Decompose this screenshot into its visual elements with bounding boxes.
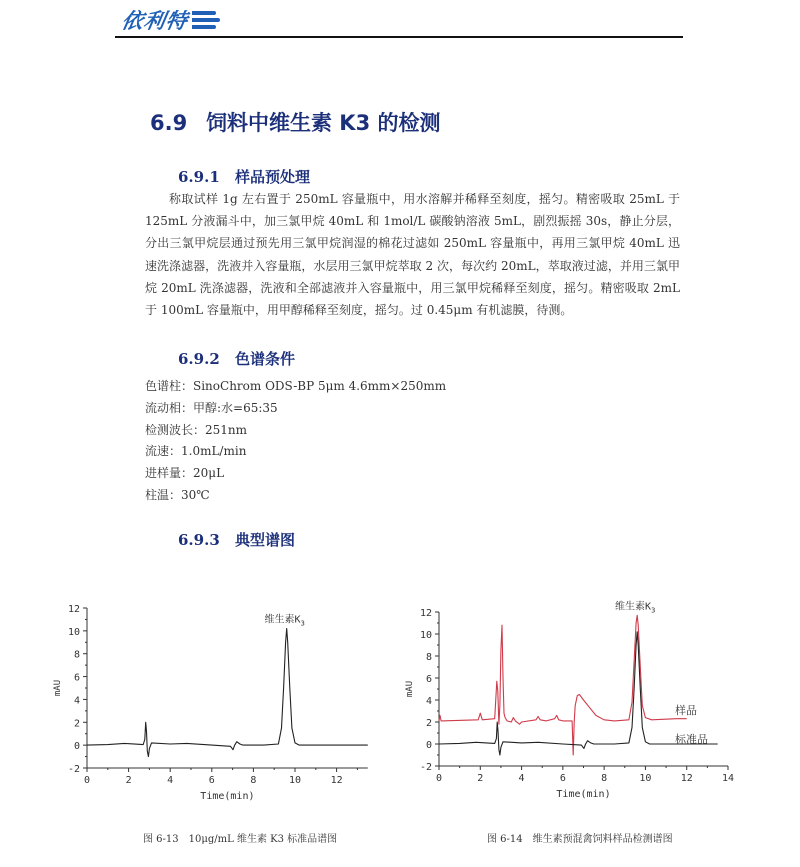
subsection-number: 6.9.1: [178, 168, 220, 186]
x-tick-label: 4: [167, 775, 174, 786]
condition-mobile-phase: 流动相：甲醇:水=65:35: [145, 400, 278, 415]
x-tick-label: 10: [639, 773, 652, 784]
figure-caption-6-13: 图 6-13 10μg/mL 维生素 K3 标准品谱图: [143, 834, 338, 845]
y-axis-label: mAU: [405, 680, 415, 698]
condition-wavelength: 检测波长：251nm: [145, 422, 248, 437]
peak-annotation: 维生素$K_3$: [615, 601, 656, 615]
y-tick-label: 10: [67, 626, 80, 638]
logo-text: 依利特: [119, 9, 190, 33]
x-tick-label: 0: [435, 773, 443, 784]
y-tick-label: 12: [419, 608, 432, 619]
series-line-standard: [87, 629, 368, 757]
chromatogram-sample-svg: [392, 590, 742, 810]
y-tick-label: 8: [425, 652, 432, 663]
legend-label: 标准品: [675, 733, 708, 746]
y-tick-label: 4: [73, 695, 80, 707]
subsection-heading-sample-prep: [178, 166, 310, 187]
peak-annotation-subscript: 3: [651, 606, 656, 615]
x-tick-label: 10: [288, 775, 302, 786]
figure-caption-6-14: 图 6-14 维生素预混禽饲料样品检测谱图: [487, 834, 673, 845]
x-tick-label: 12: [680, 773, 693, 784]
y-tick-label: 6: [425, 674, 432, 685]
y-tick-label: -2: [419, 762, 432, 773]
subsection-heading-spectra: [178, 529, 295, 550]
subsection-number: 6.9.2: [178, 350, 220, 368]
condition-injection-volume: 进样量：20μL: [145, 466, 225, 481]
series-line-sample: [439, 615, 687, 755]
chromatogram-standard: [40, 590, 370, 810]
y-tick-label: 12: [67, 604, 80, 615]
y-tick-label: 8: [73, 649, 80, 661]
subsection-title: 色谱条件: [235, 350, 296, 368]
section-heading: [150, 107, 441, 137]
section-title: 饲料中维生素 K3 的检测: [206, 111, 441, 135]
subsection-number: 6.9.3: [178, 531, 220, 549]
condition-column-temp: 柱温：30℃: [145, 487, 210, 502]
x-tick-label: 8: [250, 775, 257, 786]
company-logo: [119, 6, 220, 34]
subsection-title: 典型谱图: [235, 531, 296, 549]
subsection-title: 样品预处理: [235, 168, 311, 186]
x-tick-label: 0: [83, 775, 91, 786]
y-tick-label: 2: [425, 718, 432, 729]
chromatography-conditions: [145, 376, 446, 507]
sample-prep-paragraph: 称取试样 1g 左右置于 250mL 容量瓶中，用水溶解并稀释至刻度，摇匀。精密吸取 25mL 于 125mL 分液漏斗中，加三氯甲烷 40mL 和 1mol/L 碳酸钠溶液 5mL，剧烈振摇 30s，静止分层，分出三氯甲烷层通过预先用三氯甲烷润湿的棉花过滤如 250mL 容量瓶中，再用三氯甲烷 40mL 迅速洗涤滤器，洗液并入容量瓶，水层用三氯甲烷萃取 2 次，每次约 20mL，萃取液过滤，并用三氯甲烷 20mL 洗涤滤器，洗液和全部滤液并入容量瓶中，用三氯甲烷稀释至刻度，摇匀。精密吸取 2mL 于 100mL 容量瓶中，用甲醇稀释至刻度，摇匀。过 0.45μm 有机滤膜，待测。: [145, 192, 680, 318]
x-tick-label: 6: [559, 773, 566, 784]
y-axis-label: mAU: [53, 679, 63, 697]
y-tick-label: 2: [73, 718, 80, 730]
peak-annotation-subscript: 3: [300, 619, 305, 628]
y-tick-label: 4: [425, 696, 432, 707]
stripes-mark-icon: [192, 10, 220, 30]
x-axis-label: Time(min): [556, 789, 611, 800]
x-tick-label: 4: [518, 773, 525, 784]
x-tick-label: 12: [330, 775, 343, 786]
condition-column: 色谱柱：SinoChrom ODS-BP 5μm 4.6mm×250mm: [145, 379, 447, 393]
x-tick-label: 14: [721, 773, 735, 784]
chromatogram-standard-svg: [40, 590, 370, 810]
x-tick-label: 2: [477, 773, 484, 784]
x-axis-label: Time(min): [200, 791, 255, 802]
x-tick-label: 2: [125, 775, 132, 786]
y-tick-label: 10: [419, 630, 432, 641]
section-number: 6.9: [150, 111, 188, 135]
y-tick-label: 0: [73, 741, 80, 753]
y-tick-label: 0: [425, 740, 432, 751]
legend-label: 样品: [675, 704, 697, 717]
chromatogram-sample: [392, 590, 742, 810]
y-tick-label: -2: [67, 764, 80, 775]
y-tick-label: 6: [73, 672, 80, 684]
condition-flow-rate: 流速：1.0mL/min: [145, 444, 247, 459]
subsection-heading-conditions: [178, 348, 295, 369]
header-rule: [115, 36, 683, 38]
x-tick-label: 8: [601, 773, 608, 784]
x-tick-label: 6: [208, 775, 215, 786]
peak-annotation: 维生素$K_3$: [264, 614, 305, 628]
